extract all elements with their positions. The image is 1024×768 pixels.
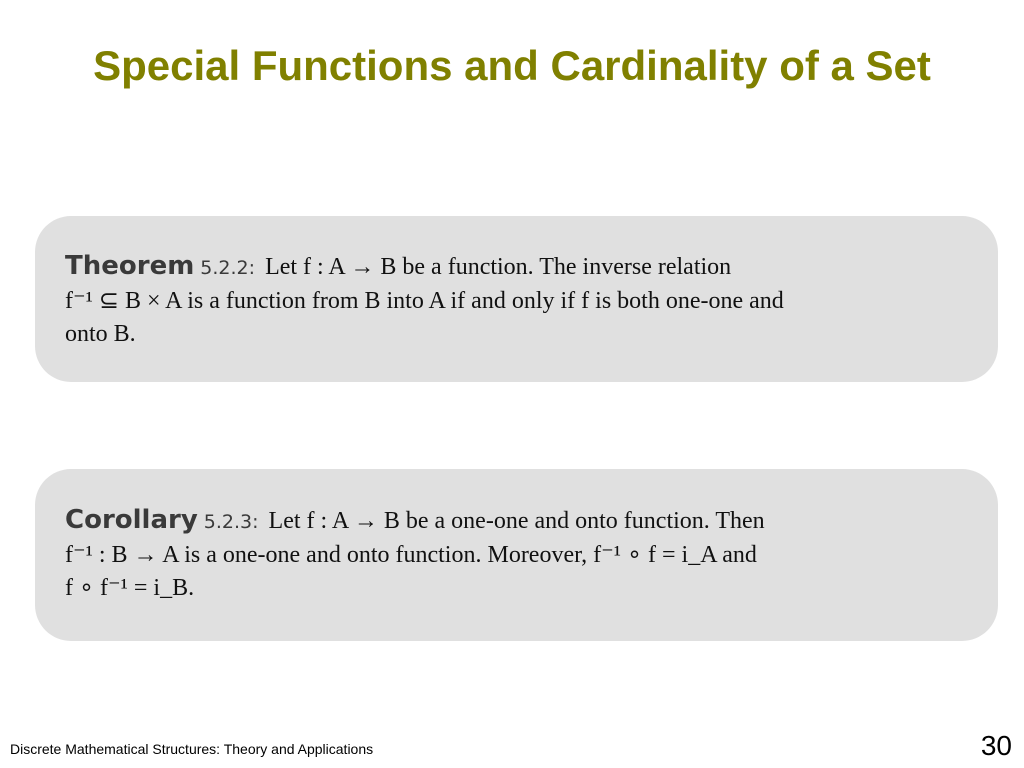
page-number: 30 [980, 730, 1012, 761]
corollary-text-line-1: Let f : A → B be a one-one and onto function. Then [268, 508, 765, 534]
corollary-number: 5.2.3 [203, 511, 253, 533]
corollary-text-line-3: f ∘ f⁻¹ = i_B. [65, 575, 195, 601]
corollary-text-line-2: f⁻¹ : B → A is a one-one and onto function. Moreover, f⁻¹ ∘ f = i_A and [65, 542, 757, 568]
corollary-label: Corollary [65, 505, 198, 535]
corollary-colon: : [252, 511, 259, 533]
theorem-line-1 [65, 250, 968, 285]
theorem-colon: : [248, 257, 256, 279]
theorem-text-line-1: Let f : A → B be a function. The inverse relation [265, 254, 732, 280]
corollary-box [35, 469, 998, 641]
theorem-text-line-3: onto B. [65, 321, 136, 347]
theorem-label: Theorem [65, 251, 195, 281]
theorem-number: 5.2.2 [200, 257, 249, 279]
slide-title: Special Functions and Cardinality of a Set [93, 42, 931, 89]
corollary-line-1 [65, 504, 968, 539]
theorem-text-line-2: f⁻¹ ⊆ B × A is a function from B into A if and only if f is both one-one and [65, 288, 784, 314]
theorem-box [35, 216, 998, 382]
footer-course-title: Discrete Mathematical Structures: Theory and Applications [10, 741, 374, 757]
